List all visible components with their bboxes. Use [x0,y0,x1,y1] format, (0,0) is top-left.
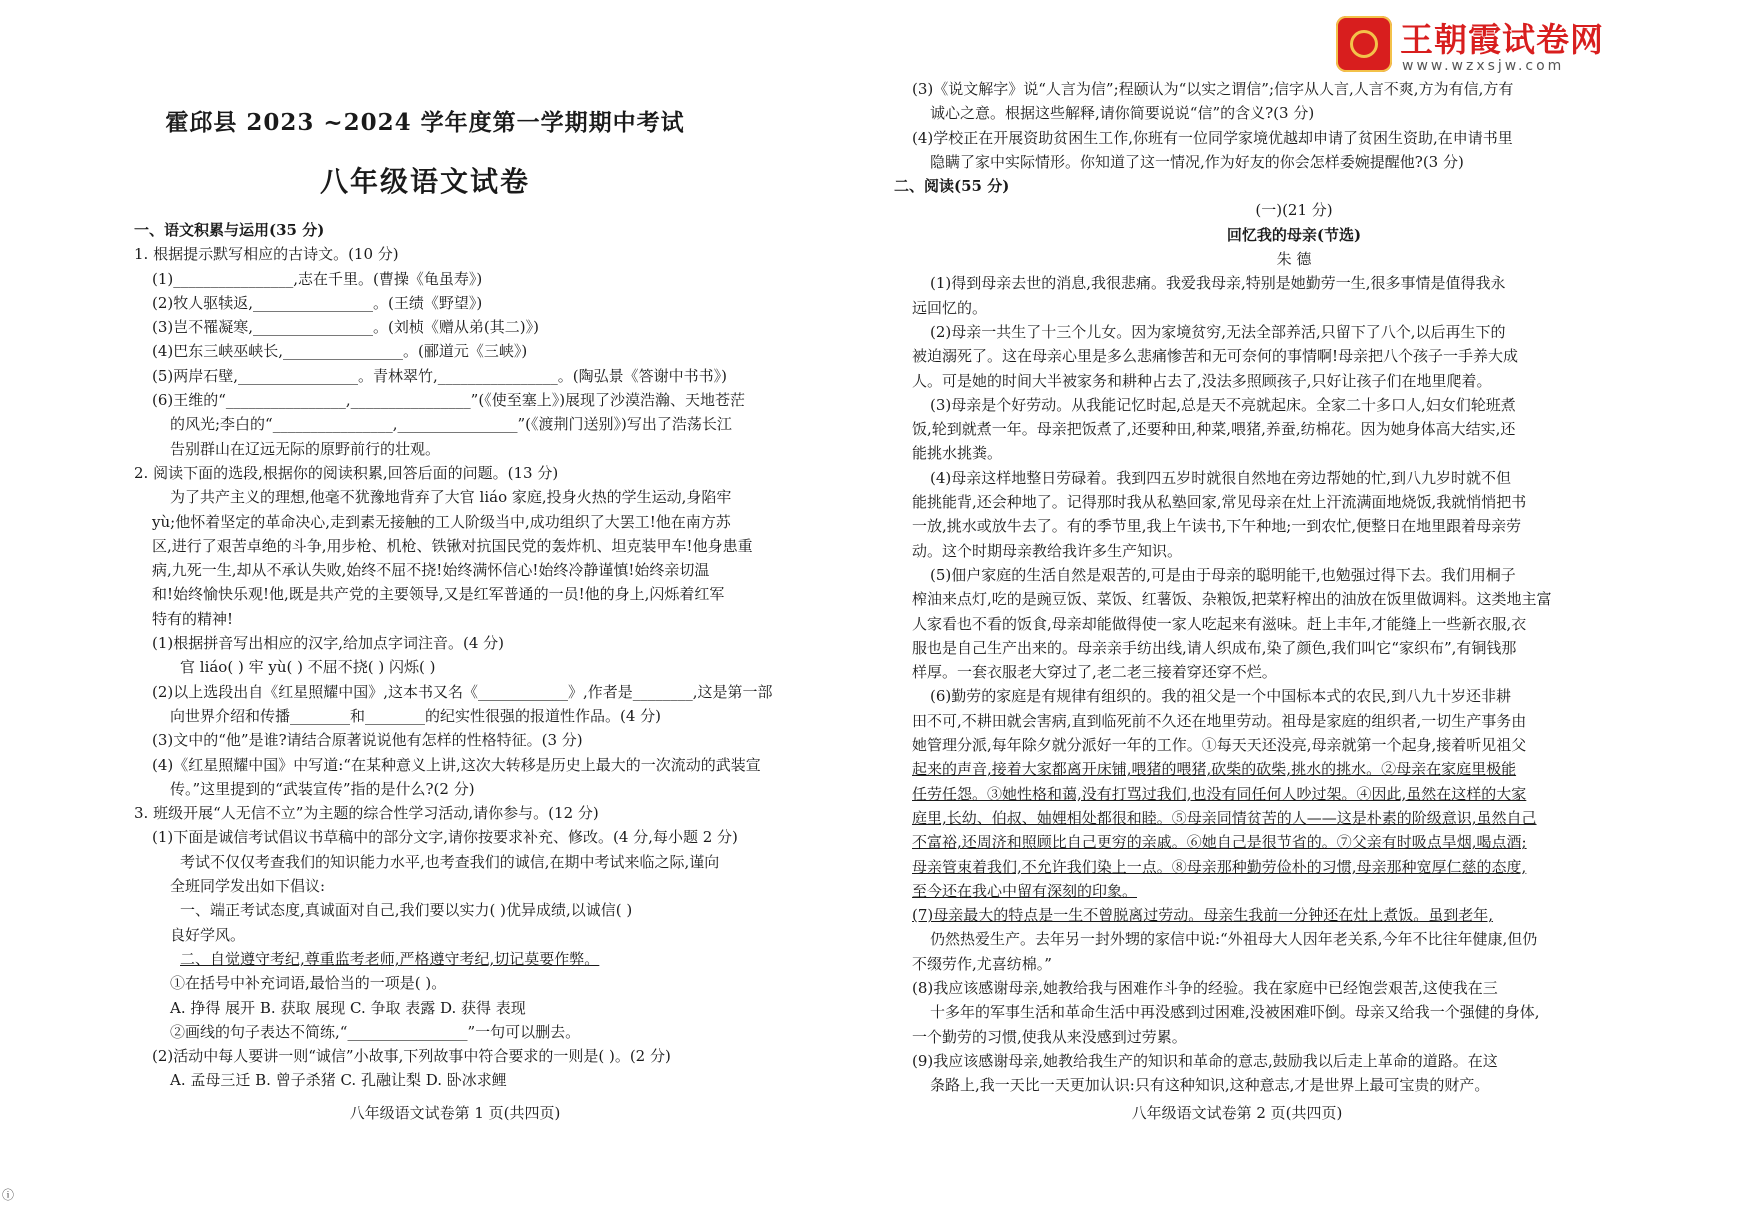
passage-line: 人。可是她的时间大半被家务和耕种占去了,没法多照顾孩子,只好让孩子们在地里爬着。 [912,371,1492,390]
passage-line: 病,九死一生,却从不承认失败,始终不屈不挠!始终满怀信心!始终冷静谨慎!始终亲切温 [152,561,710,580]
proposal-line: 良好学风。 [170,925,246,944]
passage-line: 一放,挑水或放牛去了。有的季节里,我上午读书,下午种地;一到农忙,便整日在地里跟着母亲劳 [912,517,1522,536]
question-2-item-cont: 向世界介绍和传播________和________的纪实性很强的报道性作品。(4 分) [170,706,662,725]
passage-line: (8)我应该感谢母亲,她教给我与困难作斗争的经验。我在家庭中已经饱尝艰苦,这使我在三 [912,978,1498,997]
page-footer: 八年级语文试卷第 1 页(共四页) [349,1104,561,1122]
exam-title: 霍邱县 2023 ~2024 学年度第一学期期中考试 [165,109,685,136]
question-3-item-cont: 诚心之意。根据这些解释,请你简要说说“信”的含义?(3 分) [930,104,1315,123]
passage-line: 区,进行了艰苦卓绝的斗争,用步枪、机枪、铁锹对抗国民党的轰炸机、坦克装甲车!他身患重 [152,536,753,555]
underlined-text: 任劳任怨。③她性格和蔼,没有打骂过我们,也没有同任何人吵过架。④因此,虽然在这样的大家 [912,784,1527,803]
passage-line-underlined [894,757,1694,781]
question-2: 2. 阅读下面的选段,根据你的阅读积累,回答后面的问题。(13 分) [134,463,559,482]
question-1-item: (5)两岸石壁,________________。青林翠竹,________________。(陶弘景《答谢中书书》) [152,366,727,385]
reading-part-label: (一)(21 分) [1255,201,1333,220]
passage-line: 能挑能背,还会种地了。记得那时我从私塾回家,常见母亲在灶上汗流满面地烧饭,我就悄悄把书 [912,493,1527,512]
question-3-item: (3)《说文解字》说“人言为信”;程颐认为“以实之谓信”;信字从人言,人言不爽,方为有信,方有 [912,80,1514,98]
passage-line: 榨油来点灯,吃的是豌豆饭、菜饭、红薯饭、杂粮饭,把菜籽榨出的油放在饭里做调料。这类地主富 [912,590,1552,609]
page-1-body [134,218,846,1093]
question-1-item: (3)岂不罹凝寒,________________。(刘桢《赠从弟(其二)》) [152,318,539,337]
passage-title: 回忆我的母亲(节选) [1226,225,1362,244]
proposal-line: 一、端正考试态度,真诚面对自己,我们要以实力( )优异成绩,以诚信( ) [180,901,633,920]
passage-line: 人家看也不看的饭食,母亲却能做得使一家人吃起来有滋味。赶上丰年,才能缝上一些新衣服,衣 [912,614,1527,633]
question-2-item: (2)以上选段出自《红星照耀中国》,这本书又名《____________》,作者是________,这是第一部 [152,682,773,701]
passage-line: 和!始终愉快乐观!他,既是共产党的主要领导,又是红军普通的一员!他的身上,闪烁着红军 [152,585,725,604]
passage-line: 特有的精神! [152,609,234,628]
passage-line: 服也是自己生产出来的。母亲亲手纺出线,请人织成布,染了颜色,我们叫它“家织布”,有铜钱那 [912,638,1517,657]
passage-author: 朱 德 [1276,250,1312,269]
section-heading: 二、阅读(55 分) [894,177,1010,196]
passage-line: yù;他怀着坚定的革命决心,走到素无接触的工人阶级当中,成功组织了大罢工!他在南方苏 [152,512,731,531]
underlined-sentence: 二、自觉遵守考纪,尊重监考老师,严格遵守考纪,切记莫要作弊。 [180,949,600,968]
passage-line: (9)我应该感谢母亲,她教给我生产的知识和革命的意志,鼓励我以后走上革命的道路。在这 [912,1051,1498,1070]
question-1-item: (6)王维的“________________,________________”(《使至塞上》)展现了沙漠浩瀚、天地苍茫 [152,391,746,410]
logo-text: 王朝霞试卷网 [1400,20,1604,59]
passage-line: 被迫溺死了。这在母亲心里是多么悲痛惨苦和无可奈何的事情啊!母亲把八个孩子一手养大成 [912,347,1519,366]
question-2-item-cont: 传。”这里提到的“武装宣传”指的是什么?(2 分) [170,779,475,798]
passage-line: 十多年的军事生活和革命生活中再没感到过困难,没被困难吓倒。母亲又给我一个强健的身体, [930,1003,1540,1022]
logo-url: www.wzxsjw.com [1402,58,1565,74]
proposal-line: 全班同学发出如下倡议: [170,877,326,896]
choice-options: A. 孟母三迁 B. 曾子杀猪 C. 孔融让梨 D. 卧冰求鲤 [170,1071,507,1090]
question-1-item: (1)________________,志在千里。(曹操《龟虽寿》) [152,269,483,288]
passage-line: 为了共产主义的理想,他毫不犹豫地背弃了大官 liáo 家庭,投身火热的学生运动,身陷牢 [170,488,732,507]
passage-line: 她管理分派,每年除夕就分派好一年的工作。①每天天还没亮,母亲就第一个起身,接着听见祖父 [912,736,1527,755]
passage-line: (5)佃户家庭的生活自然是艰苦的,可是由于母亲的聪明能干,也勉强过得下去。我们用桐子 [930,565,1516,584]
question-1-item: (2)牧人驱犊返,________________。(王绩《野望》) [152,293,483,312]
passage-line-underlined [894,879,1694,903]
proposal-line-underlined [134,947,846,971]
pinyin-blanks: 官 liáo( ) 牢 yù( ) 不屈不挠( ) 闪烁( ) [180,658,436,677]
exam-page-2 [880,0,1754,1212]
passage-line: 能挑水挑粪。 [912,444,1003,463]
question-3: 3. 班级开展“人无信不立”为主题的综合性学习活动,请你参与。(12 分) [134,804,599,823]
section-heading: 一、语文积累与运用(35 分) [134,221,325,239]
underlined-text: 庭里,长幼、伯叔、妯娌相处都很和睦。⑤母亲同情贫苦的人——这是朴素的阶级意识,虽然自己 [912,808,1537,827]
underlined-text: 不富裕,还周济和照顾比自己更穷的亲戚。⑥她自己是很节省的。⑦父亲有时吸点旱烟,喝点酒; [912,833,1527,852]
question-1: 1. 根据提示默写相应的古诗文。(10 分) [134,245,399,264]
passage-line-underlined [894,782,1694,806]
passage-line: 条路上,我一天比一天更加认识:只有这种知识,这种意志,才是世界上最可宝贵的财产。 [930,1076,1490,1095]
question-1-item-cont: 的风光;李白的“________________,________________”(《渡荆门送别》)写出了浩荡长江 [170,415,732,434]
paper-title: 八年级语文试卷 [319,165,530,198]
choice-options: A. 挣得 展开 B. 获取 展现 C. 争取 表露 D. 获得 表现 [170,998,526,1017]
passage-line: 不缀劳作,尤喜纺棉。” [912,954,1052,973]
question-3-item-cont: 隐瞒了家中实际情形。你知道了这一情况,作为好友的你会怎样委婉提醒他?(3 分) [930,152,1464,171]
passage-line: (4)母亲这样地整日劳碌着。我到四五岁时就很自然地在旁边帮她的忙,到八九岁时就不但 [930,468,1512,487]
passage-line: (3)母亲是个好劳动。从我能记忆时起,总是天不亮就起床。全家二十多口人,妇女们轮班煮 [930,395,1516,414]
page-2-body [894,77,1694,1122]
passage-line: 一个勤劳的习惯,使我从来没感到过劳累。 [912,1027,1187,1046]
question-3-item: (2)活动中每人要讲一则“诚信”小故事,下列故事中符合要求的一则是( )。(2 分) [152,1047,671,1066]
passage-line: 样厚。一套衣服老大穿过了,老二老三接着穿还穿不烂。 [912,663,1277,682]
page-footer: 八年级语文试卷第 2 页(共四页) [1131,1104,1343,1122]
question-3-item: (4)学校正在开展资助贫困生工作,你班有一位同学家境优越却申请了贫困生资助,在申请书里 [912,128,1513,147]
proposal-line: 考试不仅仅考查我们的知识能力水平,也考查我们的诚信,在期中考试来临之际,谨向 [180,852,720,871]
question-3-item: (1)下面是诚信考试倡议书草稿中的部分文字,请你按要求补充、修改。(4 分,每小题 2 分) [152,828,738,847]
passage-line: (6)勤劳的家庭是有规律有组织的。我的祖父是一个中国标本式的农民,到八九十岁还非耕 [930,687,1512,706]
passage-line: 动。这个时期母亲教给我许多生产知识。 [912,541,1183,560]
underlined-text: (7)母亲最大的特点是一生不曾脱离过劳动。母亲生我前一分钟还在灶上煮饭。虽到老年, [912,906,1494,925]
passage-line: 田不可,不耕田就会害病,直到临死前不久还在地里劳动。祖母是家庭的组织者,一切生产事务由 [912,711,1527,730]
question-1-item: (4)巴东三峡巫峡长,________________。(郦道元《三峡》) [152,342,528,361]
question-2-item: (4)《红星照耀中国》中写道:“在某种意义上讲,这次大转移是历史上最大的一次流动的武装宣 [152,755,761,774]
passage-line-underlined [894,806,1694,830]
passage-line: (2)母亲一共生了十三个儿女。因为家境贫穷,无法全部养活,只留下了八个,以后再生下的 [930,322,1506,341]
underlined-text: 起来的声音,接着大家都离开床铺,喂猪的喂猪,砍柴的砍柴,挑水的挑水。②母亲在家庭里极能 [912,760,1517,779]
underlined-text: 母亲管束着我们,不允许我们染上一点。⑧母亲那种勤劳俭朴的习惯,母亲那种宽厚仁慈的态度, [912,857,1527,876]
passage-line: (1)得到母亲去世的消息,我很悲痛。我爱我母亲,特别是她勤劳一生,很多事情是值得我永 [930,274,1506,293]
passage-line-underlined [894,830,1694,854]
question-1-item-cont: 告别群山在辽远无际的原野前行的壮观。 [170,439,441,458]
question-2-item: (3)文中的“他”是谁?请结合原著说说他有怎样的性格特征。(3 分) [152,731,583,750]
question-2-item: (1)根据拼音写出相应的汉字,给加点字词注音。(4 分) [152,634,505,653]
passage-line-underlined [894,855,1694,879]
sub-question: ②画线的句子表达不简练,“________________”一句可以删去。 [170,1022,581,1041]
scan-edge-mark: ⓘ [2,1188,15,1202]
underlined-text: 至今还在我心中留有深刻的印象。 [912,881,1138,900]
passage-line: 仍然热爱生产。去年另一封外甥的家信中说:“外祖母大人因年老关系,今年不比往年健康,但仍 [930,930,1538,949]
sub-question: ①在括号中补充词语,最恰当的一项是( )。 [170,974,447,993]
passage-line: 饭,轮到就煮一年。母亲把饭煮了,还要种田,种菜,喂猪,养蚕,纺棉花。因为她身体高大结实,还 [912,420,1516,439]
passage-line-underlined [894,903,1694,927]
passage-line: 远回忆的。 [912,298,988,317]
